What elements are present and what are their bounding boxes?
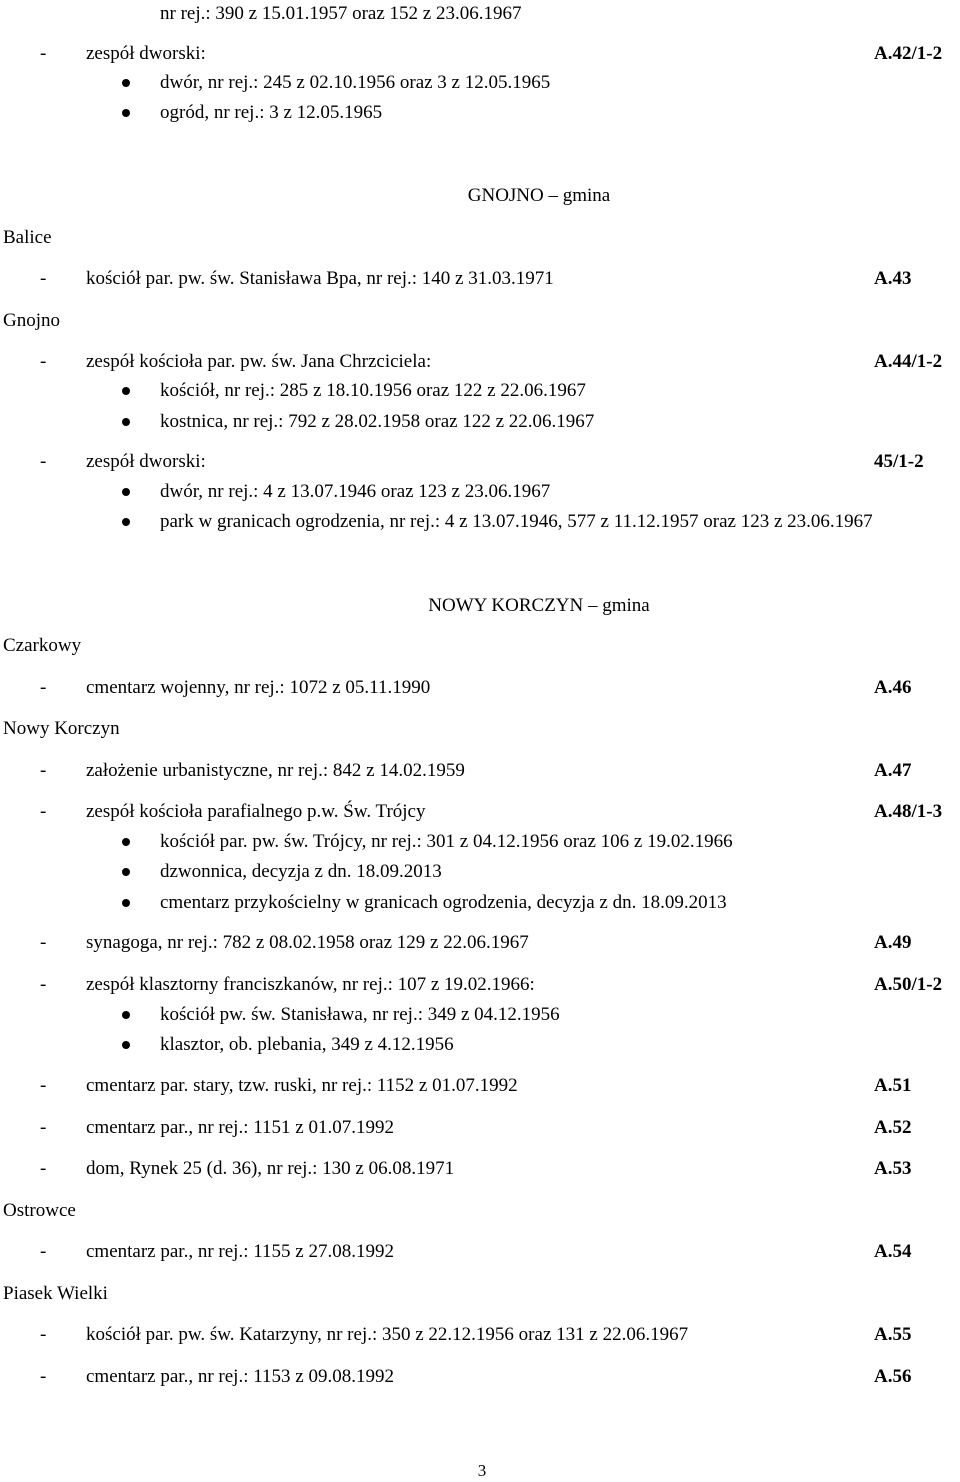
entry-text: kościół par. pw. św. Stanisława Bpa, nr rej.: 140 z 31.03.1971 [86,268,554,289]
registry-number: A.55 [874,1324,912,1345]
entry-text: kościół par. pw. św. Katarzyny, nr rej.: 350 z 22.12.1956 oraz 131 z 22.06.1967 [86,1324,689,1345]
subitem-text: dwór, nr rej.: 245 z 02.10.1956 oraz 3 z 12.05.1965 [160,72,551,93]
registry-number: A.43 [874,268,912,289]
locality-name: Balice [3,227,52,248]
registry-number: 45/1-2 [874,451,924,472]
locality-name: Piasek Wielki [3,1283,108,1304]
bullet-icon [122,418,130,426]
dash-marker: - [40,1241,47,1262]
bullet-icon [122,838,130,846]
registry-number: A.46 [874,677,912,698]
locality-name: Nowy Korczyn [3,718,120,739]
subitem-text: klasztor, ob. plebania, 349 z 4.12.1956 [160,1034,454,1055]
entry-text: cmentarz par. stary, tzw. ruski, nr rej.: 1152 z 01.07.1992 [86,1075,518,1096]
entry-text: cmentarz par., nr rej.: 1151 z 01.07.1992 [86,1117,394,1138]
dash-marker: - [40,351,47,372]
entry-text: zespół dworski: [86,451,206,472]
subitem-text: kościół pw. św. Stanisława, nr rej.: 349 z 04.12.1956 [160,1004,560,1025]
gmina-heading: GNOJNO – gmina [467,185,611,206]
gmina-heading: NOWY KORCZYN – gmina [428,595,650,616]
bullet-icon [122,1041,130,1049]
subitem-text: kościół par. pw. św. Trójcy, nr rej.: 301 z 04.12.1956 oraz 106 z 19.02.1966 [160,831,733,852]
subitem-text: dzwonnica, decyzja z dn. 18.09.2013 [160,861,442,882]
bullet-icon [122,109,130,117]
dash-marker: - [40,677,47,698]
dash-marker: - [40,451,47,472]
registry-number: A.51 [874,1075,912,1096]
registry-number: A.42/1-2 [874,43,943,64]
dash-marker: - [40,1324,47,1345]
bullet-icon [122,899,130,907]
entry-text: zespół kościoła parafialnego p.w. Św. Trójcy [86,801,426,822]
entry-text: zespół klasztorny franciszkanów, nr rej.: 107 z 19.02.1966: [86,974,535,995]
entry-text: cmentarz par., nr rej.: 1155 z 27.08.1992 [86,1241,394,1262]
entry-text: założenie urbanistyczne, nr rej.: 842 z 14.02.1959 [86,760,465,781]
registry-number: A.50/1-2 [874,974,943,995]
dash-marker: - [40,932,47,953]
registry-number: A.47 [874,760,912,781]
dash-marker: - [40,760,47,781]
locality-name: Gnojno [3,310,60,331]
entry-text: zespół kościoła par. pw. św. Jana Chrzciciela: [86,351,432,372]
registry-number: A.52 [874,1117,912,1138]
entry-text: synagoga, nr rej.: 782 z 08.02.1958 oraz 129 z 22.06.1967 [86,932,529,953]
dash-marker: - [40,1366,47,1387]
subitem-text: dwór, nr rej.: 4 z 13.07.1946 oraz 123 z 23.06.1967 [160,481,551,502]
subitem-text: cmentarz przykościelny w granicach ogrodzenia, decyzja z dn. 18.09.2013 [160,892,727,913]
dash-marker: - [40,43,47,64]
registry-text: nr rej.: 390 z 15.01.1957 oraz 152 z 23.06.1967 [160,3,522,24]
subitem-text: ogród, nr rej.: 3 z 12.05.1965 [160,102,383,123]
entry-text: cmentarz wojenny, nr rej.: 1072 z 05.11.1990 [86,677,431,698]
registry-number: A.44/1-2 [874,351,943,372]
subitem-text: kostnica, nr rej.: 792 z 28.02.1958 oraz 122 z 22.06.1967 [160,411,595,432]
entry-text: dom, Rynek 25 (d. 36), nr rej.: 130 z 06.08.1971 [86,1158,455,1179]
subitem-text: kościół, nr rej.: 285 z 18.10.1956 oraz 122 z 22.06.1967 [160,380,586,401]
subitem-text: park w granicach ogrodzenia, nr rej.: 4 z 13.07.1946, 577 z 11.12.1957 oraz 123 z 23.06.1967 [160,511,873,532]
dash-marker: - [40,801,47,822]
entry-text: zespół dworski: [86,43,206,64]
dash-marker: - [40,268,47,289]
dash-marker: - [40,1117,47,1138]
bullet-icon [122,1011,130,1019]
registry-number: A.53 [874,1158,912,1179]
dash-marker: - [40,974,47,995]
registry-number: A.56 [874,1366,912,1387]
registry-number: A.48/1-3 [874,801,943,822]
bullet-icon [122,79,130,87]
dash-marker: - [40,1158,47,1179]
entry-text: cmentarz par., nr rej.: 1153 z 09.08.1992 [86,1366,394,1387]
bullet-icon [122,518,130,526]
bullet-icon [122,488,130,496]
dash-marker: - [40,1075,47,1096]
bullet-icon [122,868,130,876]
registry-number: A.49 [874,932,912,953]
locality-name: Ostrowce [3,1200,76,1221]
registry-number: A.54 [874,1241,912,1262]
bullet-icon [122,387,130,395]
locality-name: Czarkowy [3,635,82,656]
page-number: 3 [477,1461,487,1480]
